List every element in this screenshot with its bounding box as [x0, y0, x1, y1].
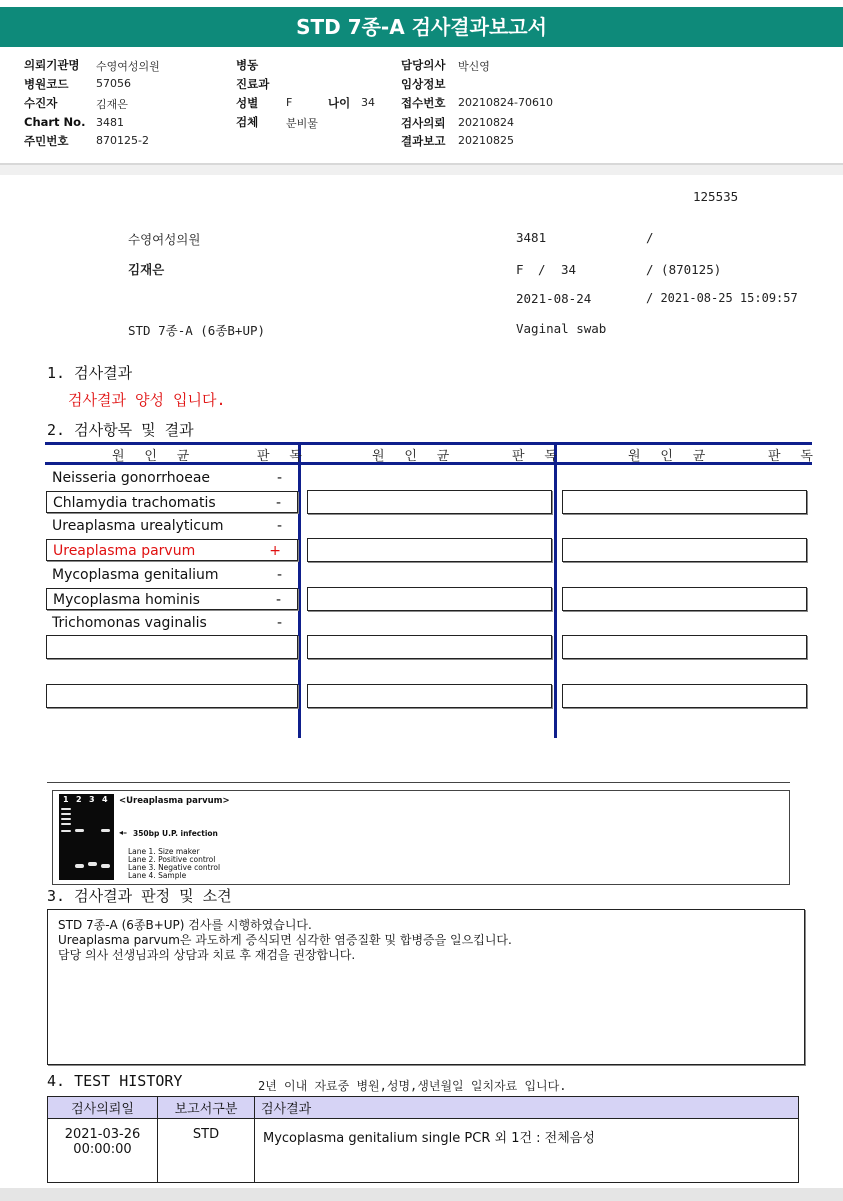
col2-pathogen-header: 원 인 균 — [372, 449, 456, 464]
empty-row — [307, 684, 552, 708]
ladder-band — [61, 808, 71, 810]
report-request-date: 2021-08-24 — [516, 291, 592, 306]
ladder-band — [61, 818, 71, 820]
history-time: 00:00:00 — [73, 1142, 132, 1157]
pathogen-name: Mycoplasma genitalium — [52, 567, 219, 583]
footer-band — [0, 1188, 843, 1201]
report-hospital: 수영여성의원 — [128, 232, 201, 247]
pathogen-result: - — [276, 518, 282, 534]
empty-row — [46, 635, 298, 659]
serial-number: 125535 — [693, 189, 739, 204]
col3-judgement-header: 판 독 — [768, 449, 819, 464]
result-row — [46, 588, 298, 610]
report-specimen: Vaginal swab — [516, 321, 607, 336]
empty-row — [307, 538, 552, 562]
primer-band — [101, 864, 110, 868]
report-datetime: / 2021-08-25 15:09:57 — [646, 291, 798, 305]
code-value: 57056 — [96, 77, 131, 90]
history-date: 2021-03-26 — [64, 1127, 141, 1142]
hospital-label: 의뢰기관명 — [24, 58, 80, 72]
empty-row — [562, 490, 807, 514]
history-result: Mycoplasma genitalium single PCR 외 1건 : 전체음성 — [255, 1119, 799, 1183]
result-row — [46, 467, 298, 489]
opinion-line: Ureaplasma parvum은 과도하게 증식되면 심각한 염증질환 및 합병증을 일으킵니다. — [58, 933, 512, 947]
pathogen-result: - — [276, 567, 282, 583]
history-note: 2년 이내 자료중 병원,성명,생년월일 일치자료 입니다. — [258, 1079, 567, 1093]
clinical-label: 임상정보 — [401, 77, 446, 91]
pathogen-result: - — [276, 615, 282, 631]
opinion-line: STD 7종-A (6종B+UP) 검사를 시행하였습니다. — [58, 918, 312, 932]
request-value: 20210824 — [458, 116, 514, 129]
section-2-heading: 2. 검사항목 및 결과 — [47, 421, 194, 439]
ladder-band — [61, 823, 71, 825]
history-row — [48, 1119, 799, 1183]
report-patient: 김재은 — [128, 262, 165, 277]
empty-row — [46, 684, 298, 708]
positive-control-band — [75, 829, 84, 832]
opinion-box — [47, 909, 805, 1065]
pathogen-result: - — [276, 470, 282, 486]
chart-label: Chart No. — [24, 115, 86, 129]
specimen-label: 검체 — [236, 115, 259, 129]
col1-pathogen-header: 원 인 균 — [112, 449, 196, 464]
empty-row — [307, 587, 552, 611]
gel-title: <Ureaplasma parvum> — [119, 796, 230, 806]
id-label: 주민번호 — [24, 134, 69, 148]
age-label: 나이 — [328, 96, 351, 110]
pathogen-result: + — [269, 543, 281, 559]
primer-band — [88, 862, 97, 866]
patient-value: 김재은 — [96, 98, 128, 111]
age-value: 34 — [361, 96, 375, 109]
gel-top-rule — [47, 782, 790, 783]
code-label: 병원코드 — [24, 77, 69, 91]
opinion-line: 담당 의사 선생님과의 상담과 치료 후 재검을 권장합니다. — [58, 948, 356, 962]
report-birth: / (870125) — [646, 262, 722, 277]
receipt-label: 접수번호 — [401, 96, 446, 110]
separator-band — [0, 165, 843, 175]
gel-legend-item: Lane 3. Negative control — [128, 863, 221, 872]
sex-label: 성별 — [236, 96, 259, 110]
report-sex-age-slash: / — [538, 262, 546, 277]
chart-value: 3481 — [96, 116, 124, 129]
patient-info-header — [0, 55, 843, 165]
result-row — [46, 564, 298, 586]
sex-value: F — [286, 96, 293, 109]
receipt-value: 20210824-70610 — [458, 96, 553, 109]
pathogen-name: Ureaplasma urealyticum — [52, 518, 224, 534]
report-value: 20210825 — [458, 134, 514, 147]
lane-number: 1 — [63, 795, 69, 804]
positive-result-text: 검사결과 양성 입니다. — [68, 391, 226, 409]
history-header-type: 보고서구분 — [158, 1097, 255, 1119]
empty-row — [562, 587, 807, 611]
section-1-heading: 1. 검사결과 — [47, 364, 133, 382]
report-age: 34 — [561, 262, 577, 277]
section-4-heading: 4. TEST HISTORY — [47, 1072, 183, 1090]
report-title: STD 7종-A 검사결과보고서 — [0, 7, 843, 47]
empty-row — [562, 538, 807, 562]
col3-pathogen-header: 원 인 균 — [628, 449, 712, 464]
history-header-date: 검사의뢰일 — [48, 1097, 158, 1119]
history-type: STD — [158, 1119, 255, 1183]
gel-legend-item: Lane 2. Positive control — [128, 855, 216, 864]
test-history-table — [47, 1096, 799, 1183]
history-header-row — [48, 1097, 799, 1119]
history-header-result: 검사결과 — [255, 1097, 799, 1119]
pathogen-name: Chlamydia trachomatis — [53, 495, 216, 511]
gel-band-arrow: ◂– — [119, 828, 128, 837]
section-3-heading: 3. 검사결과 판정 및 소견 — [47, 887, 232, 905]
primer-band — [75, 864, 84, 868]
ladder-band — [61, 830, 71, 832]
request-label: 검사의뢰 — [401, 116, 446, 130]
id-value: 870125-2 — [96, 134, 149, 147]
pathogen-result: - — [275, 592, 281, 608]
doctor-value: 박신영 — [458, 60, 490, 73]
gel-legend-item: Lane 1. Size maker — [128, 847, 200, 856]
result-row — [46, 612, 298, 634]
gel-legend-item: Lane 4. Sample — [128, 871, 187, 880]
empty-row — [307, 490, 552, 514]
pathogen-name: Ureaplasma parvum — [53, 543, 196, 559]
result-row — [46, 515, 298, 537]
lane-number: 2 — [76, 795, 82, 804]
pathogen-name: Mycoplasma hominis — [53, 592, 200, 608]
pathogen-name: Trichomonas vaginalis — [52, 615, 207, 631]
gel-image — [59, 794, 114, 880]
gel-band-label: 350bp U.P. infection — [133, 829, 218, 838]
pathogen-name: Neisseria gonorrhoeae — [52, 470, 211, 486]
ladder-band — [61, 813, 71, 815]
patient-label: 수진자 — [24, 96, 58, 110]
specimen-value: 분비물 — [286, 117, 318, 130]
report-sex: F — [516, 262, 524, 277]
result-row-positive — [46, 539, 298, 561]
empty-row — [562, 635, 807, 659]
doctor-label: 담당의사 — [401, 58, 446, 72]
report-label: 결과보고 — [401, 134, 446, 148]
column-divider-2 — [554, 442, 557, 738]
dept-label: 진료과 — [236, 77, 270, 91]
history-date-cell — [48, 1119, 158, 1183]
sample-band — [101, 829, 110, 832]
ward-label: 병동 — [236, 58, 259, 72]
hospital-value: 수영여성의원 — [96, 60, 160, 73]
gel-electrophoresis-panel — [52, 790, 790, 885]
lane-number: 4 — [102, 795, 108, 804]
report-test-name: STD 7종-A (6종B+UP) — [128, 323, 266, 338]
pathogen-result: - — [275, 495, 281, 511]
report-chart: 3481 — [516, 230, 547, 245]
report-slash: / — [646, 230, 654, 245]
empty-row — [562, 684, 807, 708]
empty-row — [307, 635, 552, 659]
col2-judgement-header: 판 독 — [512, 449, 563, 464]
col1-judgement-header: 판 독 — [257, 449, 308, 464]
result-row — [46, 491, 298, 513]
lane-number: 3 — [89, 795, 95, 804]
column-divider-1 — [298, 442, 301, 738]
